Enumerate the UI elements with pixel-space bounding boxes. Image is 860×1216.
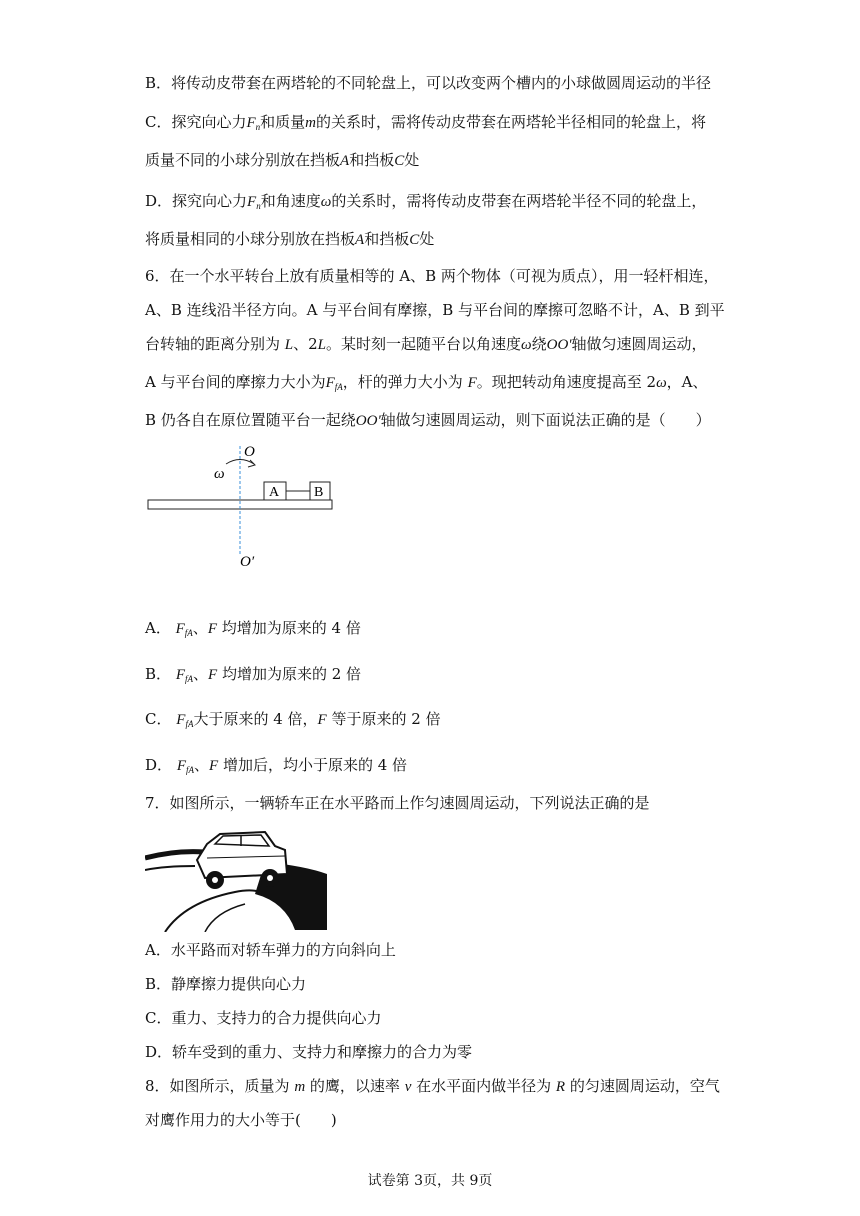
page-footer: 试卷第 3页，共 9页 bbox=[367, 1173, 493, 1189]
car-hubcap-rear bbox=[267, 875, 273, 881]
q5-option-c-line1: C．探究向心力$F_n$和质量m的关系时，需将传动皮带套在两塔轮半径相同的轮盘上，将 bbox=[145, 113, 707, 132]
q6-option-c: C． $F_{fA}$大于原来的 4 倍，F 等于原来的 2 倍 bbox=[145, 710, 441, 729]
q7-stem: 7．如图所示，一辆轿车正在水平路而上作匀速圆周运动，下列说法正确的是 bbox=[145, 794, 650, 812]
q6-stem-line5: B 仍各自在原位置随平台一起绕OO'轴做匀速圆周运动，则下面说法正确的是（ ） bbox=[145, 411, 711, 429]
q6-option-b: B． $F_{fA}$、F 均增加为原来的 2 倍 bbox=[145, 665, 362, 684]
label-o-prime: O′ bbox=[240, 554, 255, 570]
q8-stem-line1: 8．如图所示，质量为 m 的鹰，以速率 v 在水平面内做半径为 R 的匀速圆周运动，空气 bbox=[145, 1077, 720, 1095]
turntable-figure bbox=[140, 440, 340, 570]
label-omega: ω bbox=[214, 466, 225, 482]
car-hubcap-front bbox=[212, 877, 218, 883]
q6-stem-line1: 6．在一个水平转台上放有质量相等的 A、B 两个物体（可视为质点），用一轻杆相连， bbox=[145, 267, 719, 285]
q6-stem-line3: 台转轴的距离分别为 L、2L。某时刻一起随平台以角速度ω绕OO'轴做匀速圆周运动， bbox=[145, 335, 707, 353]
q5-option-d-line1: D．探究向心力$F_n$和角速度ω的关系时，需将传动皮带套在两塔轮半径不同的轮盘上， bbox=[145, 192, 707, 211]
q6-option-d: D． $F_{fA}$、F 增加后，均小于原来的 4 倍 bbox=[145, 756, 408, 775]
q6-stem-line2: A、B 连线沿半径方向。A 与平台间有摩擦，B 与平台间的摩擦可忽略不计，A、B 到平 bbox=[145, 301, 725, 319]
q8-stem-line2: 对鹰作用力的大小等于( ) bbox=[145, 1111, 337, 1129]
label-o: O bbox=[244, 444, 255, 460]
block-a-label: A bbox=[269, 485, 280, 500]
block-b-label: B bbox=[314, 485, 324, 500]
car-on-road-figure bbox=[145, 822, 330, 932]
q5-option-c-line2: 质量不同的小球分别放在挡板A和挡板C处 bbox=[145, 151, 420, 169]
q6-option-a: A． $F_{fA}$、F 均增加为原来的 4 倍 bbox=[145, 619, 361, 638]
q7-option-a: A．水平路而对轿车弹力的方向斜向上 bbox=[145, 941, 396, 959]
q6-stem-line4: A 与平台间的摩擦力大小为$F_{fA}$，杆的弹力大小为 F。现把转动角速度提高至 2ω，A、 bbox=[145, 373, 708, 392]
q7-option-d: D．轿车受到的重力、支持力和摩擦力的合力为零 bbox=[145, 1043, 473, 1061]
car-window bbox=[215, 835, 269, 846]
q5-option-d-line2: 将质量相同的小球分别放在挡板A和挡板C处 bbox=[145, 230, 435, 248]
q5-option-b: B．将传动皮带套在两塔轮的不同轮盘上，可以改变两个槽内的小球做圆周运动的半径 bbox=[145, 74, 712, 92]
q7-option-c: C．重力、支持力的合力提供向心力 bbox=[145, 1009, 382, 1027]
q7-option-b: B．静摩擦力提供向心力 bbox=[145, 975, 307, 993]
